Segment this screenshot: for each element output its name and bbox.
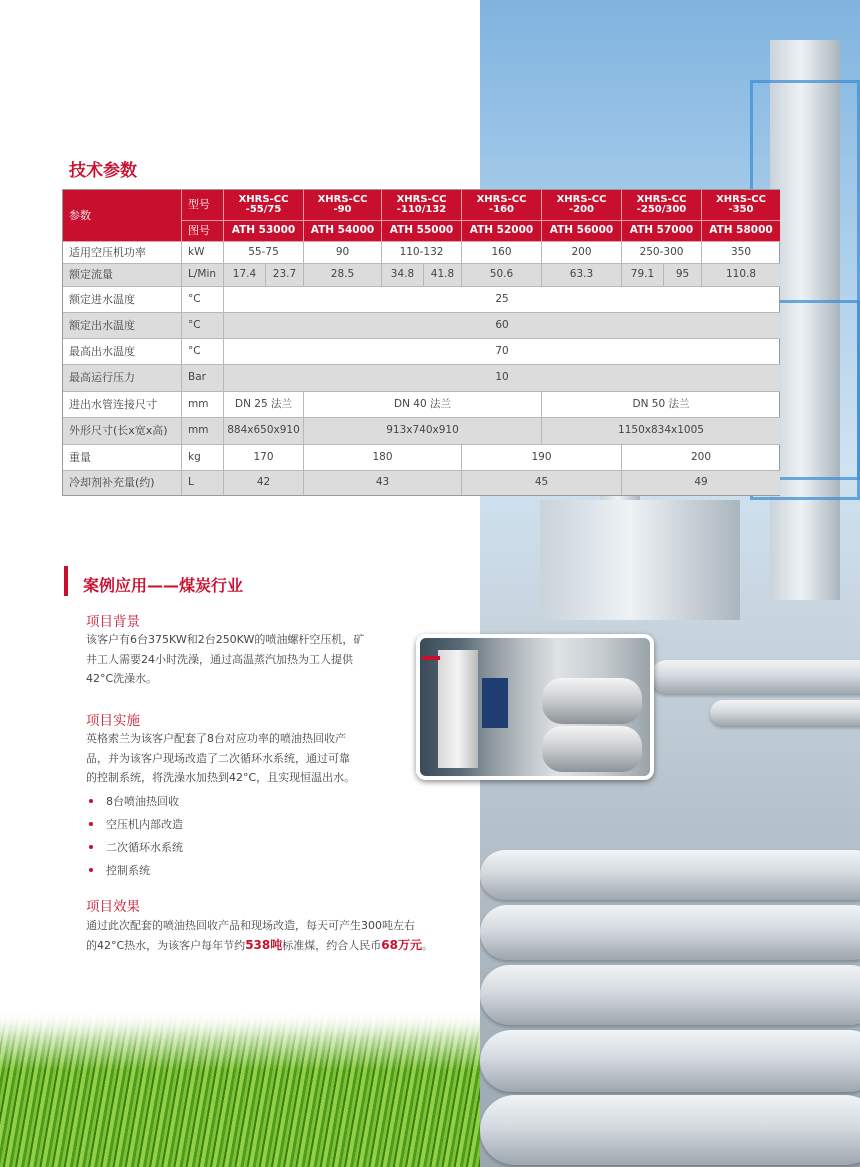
value-cell: 350 xyxy=(702,242,780,264)
row-label: 最高出水温度 xyxy=(63,339,182,365)
case-title-bar xyxy=(64,566,68,596)
value-cell: 28.5 xyxy=(304,264,382,287)
row-unit: °C xyxy=(182,313,224,339)
value-cell: 49 xyxy=(622,471,780,495)
value-cell: 110.8 xyxy=(702,264,780,287)
row-label: 额定进水温度 xyxy=(63,287,182,313)
model-cell: XHRS-CC -160 xyxy=(462,190,542,221)
row-label: 额定流量 xyxy=(63,264,182,287)
value-cell: 250-300 xyxy=(622,242,702,264)
value-cell: 63.3 xyxy=(542,264,622,287)
case-title: 案例应用——煤炭行业 xyxy=(83,576,244,595)
text-span: 的42°C热水，为该客户每年节约 xyxy=(86,938,246,952)
row-unit: kg xyxy=(182,445,224,471)
implementation-heading: 项目实施 xyxy=(86,713,140,729)
row-label: 外形尺寸(长x宽x高) xyxy=(63,418,182,445)
effect-heading: 项目效果 xyxy=(86,899,140,915)
model-cell: XHRS-CC -90 xyxy=(304,190,382,221)
value-cell: 1150x834x1005 xyxy=(542,418,780,445)
drawing-cell: ATH 55000 xyxy=(382,221,462,242)
row-label: 适用空压机功率 xyxy=(63,242,182,264)
implementation-text xyxy=(86,729,355,788)
value-cell: 45 xyxy=(462,471,622,495)
background-text xyxy=(86,630,364,689)
list-item: 控制系统 xyxy=(89,859,183,882)
value-cell: 34.8 xyxy=(382,264,424,287)
value-cell: DN 25 法兰 xyxy=(224,392,304,418)
value-cell: 55-75 xyxy=(224,242,304,264)
value-cell: DN 50 法兰 xyxy=(542,392,780,418)
highlight-coal: 538吨 xyxy=(245,937,283,952)
value-cell: 170 xyxy=(224,445,304,471)
model-cell: XHRS-CC -200 xyxy=(542,190,622,221)
value-cell: 200 xyxy=(542,242,622,264)
model-cell: XHRS-CC -350 xyxy=(702,190,780,221)
effect-text xyxy=(86,916,433,955)
value-cell: 41.8 xyxy=(424,264,462,287)
highlight-money: 68万元 xyxy=(381,937,422,952)
value-cell: 70 xyxy=(224,339,780,365)
list-item: 8台喷油热回收 xyxy=(89,790,183,813)
value-cell: 79.1 xyxy=(622,264,664,287)
row-label: 重量 xyxy=(63,445,182,471)
value-cell: 25 xyxy=(224,287,780,313)
site-photo xyxy=(416,634,654,780)
row-unit: L/Min xyxy=(182,264,224,287)
model-cell: XHRS-CC -250/300 xyxy=(622,190,702,221)
value-cell: 10 xyxy=(224,365,780,392)
value-cell: 913x740x910 xyxy=(304,418,542,445)
drawing-cell: ATH 58000 xyxy=(702,221,780,242)
value-cell: 95 xyxy=(664,264,702,287)
value-cell: 43 xyxy=(304,471,462,495)
value-cell: 23.7 xyxy=(266,264,304,287)
value-cell: 17.4 xyxy=(224,264,266,287)
list-item: 二次循环水系统 xyxy=(89,836,183,859)
row-label: 冷却剂补充量(约) xyxy=(63,471,182,495)
row-label: 进出水管连接尺寸 xyxy=(63,392,182,418)
param-header: 参数 xyxy=(63,190,182,242)
grass-background xyxy=(0,1010,480,1167)
value-cell: 190 xyxy=(462,445,622,471)
text-span: 标准煤，约合人民币 xyxy=(282,938,382,952)
row-label: 额定出水温度 xyxy=(63,313,182,339)
model-label: 型号 xyxy=(182,190,224,221)
value-cell: 60 xyxy=(224,313,780,339)
implementation-list xyxy=(89,790,183,882)
row-unit: L xyxy=(182,471,224,495)
text-span: 。 xyxy=(421,938,433,952)
value-cell: 180 xyxy=(304,445,462,471)
drawing-cell: ATH 54000 xyxy=(304,221,382,242)
row-label: 最高运行压力 xyxy=(63,365,182,392)
value-cell: 200 xyxy=(622,445,780,471)
row-unit: Bar xyxy=(182,365,224,392)
row-unit: mm xyxy=(182,418,224,445)
drawing-cell: ATH 56000 xyxy=(542,221,622,242)
model-cell: XHRS-CC -110/132 xyxy=(382,190,462,221)
value-cell: 90 xyxy=(304,242,382,264)
row-unit: °C xyxy=(182,339,224,365)
text-line xyxy=(86,936,433,956)
value-cell: 42 xyxy=(224,471,304,495)
spec-table xyxy=(62,189,780,496)
row-unit: mm xyxy=(182,392,224,418)
drawing-cell: ATH 53000 xyxy=(224,221,304,242)
value-cell: 50.6 xyxy=(462,264,542,287)
background-heading: 项目背景 xyxy=(86,614,140,630)
text-line: 品，并为该客户现场改造了二次循环水系统，通过可靠 xyxy=(86,751,350,765)
row-unit: °C xyxy=(182,287,224,313)
section-title: 技术参数 xyxy=(69,161,137,181)
drawing-cell: ATH 52000 xyxy=(462,221,542,242)
text-line: 通过此次配套的喷油热回收产品和现场改造，每天可产生300吨左右 xyxy=(86,919,415,932)
text-line: 该客户有6台375KW和2台250KW的喷油螺杆空压机，矿 xyxy=(86,633,365,646)
value-cell: DN 40 法兰 xyxy=(304,392,542,418)
row-unit: kW xyxy=(182,242,224,264)
text-line: 的控制系统，将洗澡水加热到42°C，且实现恒温出水。 xyxy=(86,771,356,784)
list-item: 空压机内部改造 xyxy=(89,813,183,836)
industrial-plant-background xyxy=(480,0,860,1167)
text-line: 英格索兰为该客户配套了8台对应功率的喷油热回收产 xyxy=(86,732,346,745)
text-line: 井工人需要24小时洗澡，通过高温蒸汽加热为工人提供 xyxy=(86,652,353,666)
model-cell: XHRS-CC -55/75 xyxy=(224,190,304,221)
drawing-label: 图号 xyxy=(182,221,224,242)
value-cell: 884x650x910 xyxy=(224,418,304,445)
drawing-cell: ATH 57000 xyxy=(622,221,702,242)
value-cell: 160 xyxy=(462,242,542,264)
value-cell: 110-132 xyxy=(382,242,462,264)
text-line: 42°C洗澡水。 xyxy=(86,672,158,685)
